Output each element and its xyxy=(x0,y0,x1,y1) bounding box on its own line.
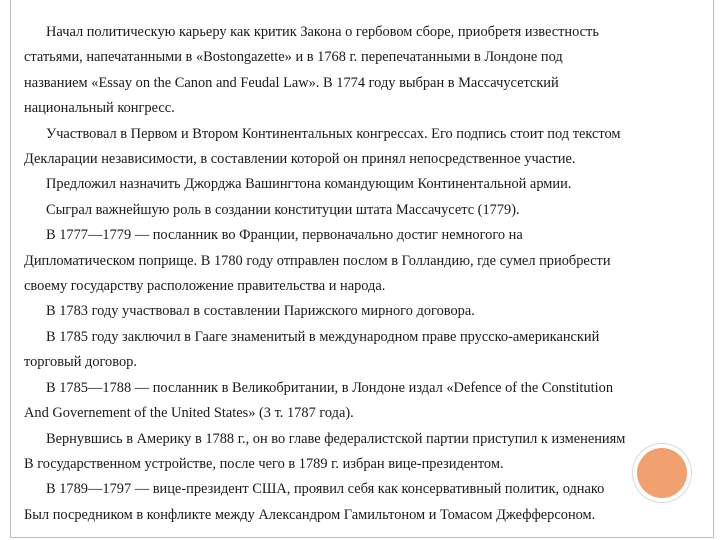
text-line: Дипломатическом поприще. В 1780 году отправлен послом в Голландию, где сумел приобрести xyxy=(24,252,611,269)
text-line: Вернувшись в Америку в 1788 г., он во главе федералистской партии приступил к изменениям xyxy=(46,430,626,447)
slide-body xyxy=(24,20,704,528)
text-line: своему государству расположение правительства и народа. xyxy=(24,278,386,295)
paragraph-8 xyxy=(24,376,704,427)
text-line: статьями, напечатанными в «Bostongazette» и в 1768 г. перепечатанными в Лондоне под xyxy=(24,49,563,66)
paragraph-4 xyxy=(24,198,704,223)
paragraph-1 xyxy=(24,20,704,122)
text-line: Начал политическую карьеру как критик Закона о гербовом сборе, приобретя известность xyxy=(46,24,599,40)
text-line: And Governement of the United States» (3 т. 1787 года). xyxy=(24,405,354,422)
text-line: названием «Essay on the Canon and Feudal Law». В 1774 году выбран в Массачусетский xyxy=(24,74,559,91)
text-line: В государственном устройстве, после чего в 1789 г. избран вице-президентом. xyxy=(24,455,504,472)
paragraph-9 xyxy=(24,427,704,478)
paragraph-5 xyxy=(24,223,704,299)
text-line: Сыграл важнейшую роль в создании конституции штата Массачусетс (1779). xyxy=(46,201,520,218)
text-line: В 1785—1788 — посланник в Великобритании, в Лондоне издал «Defence of the Constitution xyxy=(46,379,614,396)
text-line: Предложил назначить Джорджа Вашингтона командующим Континентальной армии. xyxy=(46,176,572,193)
text-line: торговый договор. xyxy=(24,354,137,371)
text-line: Был посредником в конфликте между Александром Гамильтоном и Томасом Джефферсоном. xyxy=(24,506,596,523)
paragraph-6 xyxy=(24,299,704,324)
decorative-circle xyxy=(637,448,687,498)
text-line: В 1777—1779 — посланник во Франции, первоначально достиг немногого на xyxy=(46,227,523,244)
paragraph-3 xyxy=(24,172,704,197)
text-line: В 1789—1797 — вице-президент США, проявил себя как консервативный политик, однако xyxy=(46,481,605,498)
paragraph-7 xyxy=(24,325,704,376)
paragraph-2 xyxy=(24,122,704,173)
paragraph-10 xyxy=(24,477,704,528)
text-line: Декларации независимости, в составлении которой он принял непосредственное участие. xyxy=(24,151,576,168)
text-line: Участвовал в Первом и Втором Континентальных конгрессах. Его подпись стоит под текстом xyxy=(46,125,621,142)
text-line: национальный конгресс. xyxy=(24,100,175,117)
text-line: В 1783 году участвовал в составлении Парижского мирного договора. xyxy=(46,303,475,320)
text-line: В 1785 году заключил в Гааге знаменитый в международном праве прусско-американский xyxy=(46,328,600,345)
